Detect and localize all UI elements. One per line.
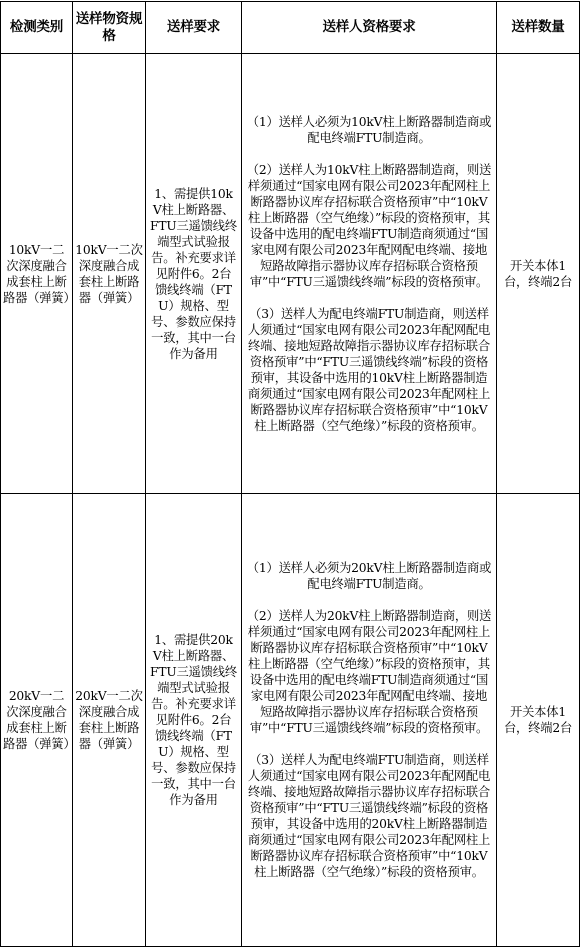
- header-category: 检测类别: [1, 2, 73, 54]
- sample-requirements-table: [0, 1, 580, 947]
- qualification-item: （1）送样人必须为20kV柱上断路器制造商或配电终端FTU制造商。: [246, 561, 492, 591]
- qualification-item: （1）送样人必须为10kV柱上断路器制造商或配电终端FTU制造商。: [246, 114, 492, 145]
- quantity-cell: 开关本体1台，终端2台: [497, 494, 580, 947]
- category-cell: 10kV一二次深度融合成套柱上断路器（弹簧）: [1, 54, 73, 494]
- header-requirement: 送样要求: [146, 2, 242, 54]
- spec-cell: 20kV一二次深度融合成套柱上断路器（弹簧）: [73, 494, 146, 947]
- table-row: [1, 494, 580, 947]
- spec-cell: 10kV一二次深度融合成套柱上断路器（弹簧）: [73, 54, 146, 494]
- requirement-cell: 1、需提供20kV柱上断路器、FTU三遥馈线终端型式试验报告。补充要求详见附件6。2台馈线终端（FTU）规格、型号、参数应保持一致，其中一台作为备用: [146, 494, 242, 947]
- qualification-item: （2）送样人为10kV柱上断路器制造商，则送样须通过“国家电网有限公司2023年配网柱上断路器协议库存招标联合资格预审”中“10kV柱上断路器（空气绝缘）”标段的资格预审，其设备中选用的配电终端FTU制造商须通过“国家电网有限公司2023年配网配电终端、接地短路故障指示器协议库存招标联合资格预审”中“FTU三遥馈线终端”标段的资格预审。: [246, 162, 492, 289]
- header-row: [1, 2, 580, 54]
- table-row: [1, 54, 580, 494]
- header-qualification: 送样人资格要求: [242, 2, 497, 54]
- qualification-item: （2）送样人为20kV柱上断路器制造商，则送样须通过“国家电网有限公司2023年配网柱上断路器协议库存招标联合资格预审”中“10kV柱上断路器（空气绝缘）”标段的资格预审，其设备中选用的配电终端FTU制造商须通过“国家电网有限公司2023年配网配电终端、接地短路故障指示器协议库存招标联合资格预审”中“FTU三遥馈线终端”标段的资格预审。: [246, 609, 492, 735]
- requirement-cell: 1、需提供10kV柱上断路器、FTU三遥馈线终端型式试验报告。补充要求详见附件6。2台馈线终端（FTU）规格、型号、参数应保持一致，其中一台作为备用: [146, 54, 242, 494]
- qualification-cell: [242, 494, 497, 947]
- header-quantity: 送样数量: [497, 2, 580, 54]
- quantity-cell: 开关本体1台，终端2台: [497, 54, 580, 494]
- qualification-item: （3）送样人为配电终端FTU制造商，则送样人须通过“国家电网有限公司2023年配网配电终端、接地短路故障指示器协议库存招标联合资格预审”中“FTU三遥馈线终端”标段的资格预审，其设备中选用的20kV柱上断路器制造商须通过“国家电网有限公司2023年配网柱上断路器协议库存招标联合资格预审”中“10kV柱上断路器（空气绝缘）”标段的资格预审。: [247, 753, 491, 879]
- category-cell: 20kV一二次深度融合成套柱上断路器（弹簧）: [1, 494, 73, 947]
- header-spec: 送样物资规格: [73, 2, 146, 54]
- qualification-item: （3）送样人为配电终端FTU制造商，则送样人须通过“国家电网有限公司2023年配网配电终端、接地短路故障指示器协议库存招标联合资格预审”中“FTU三遥馈线终端”标段的资格预审，其设备中选用的10kV柱上断路器制造商须通过“国家电网有限公司2023年配网柱上断路器协议库存招标联合资格预审”中“10kV柱上断路器（空气绝缘）”标段的资格预审。: [247, 306, 491, 433]
- qualification-cell: [242, 54, 497, 494]
